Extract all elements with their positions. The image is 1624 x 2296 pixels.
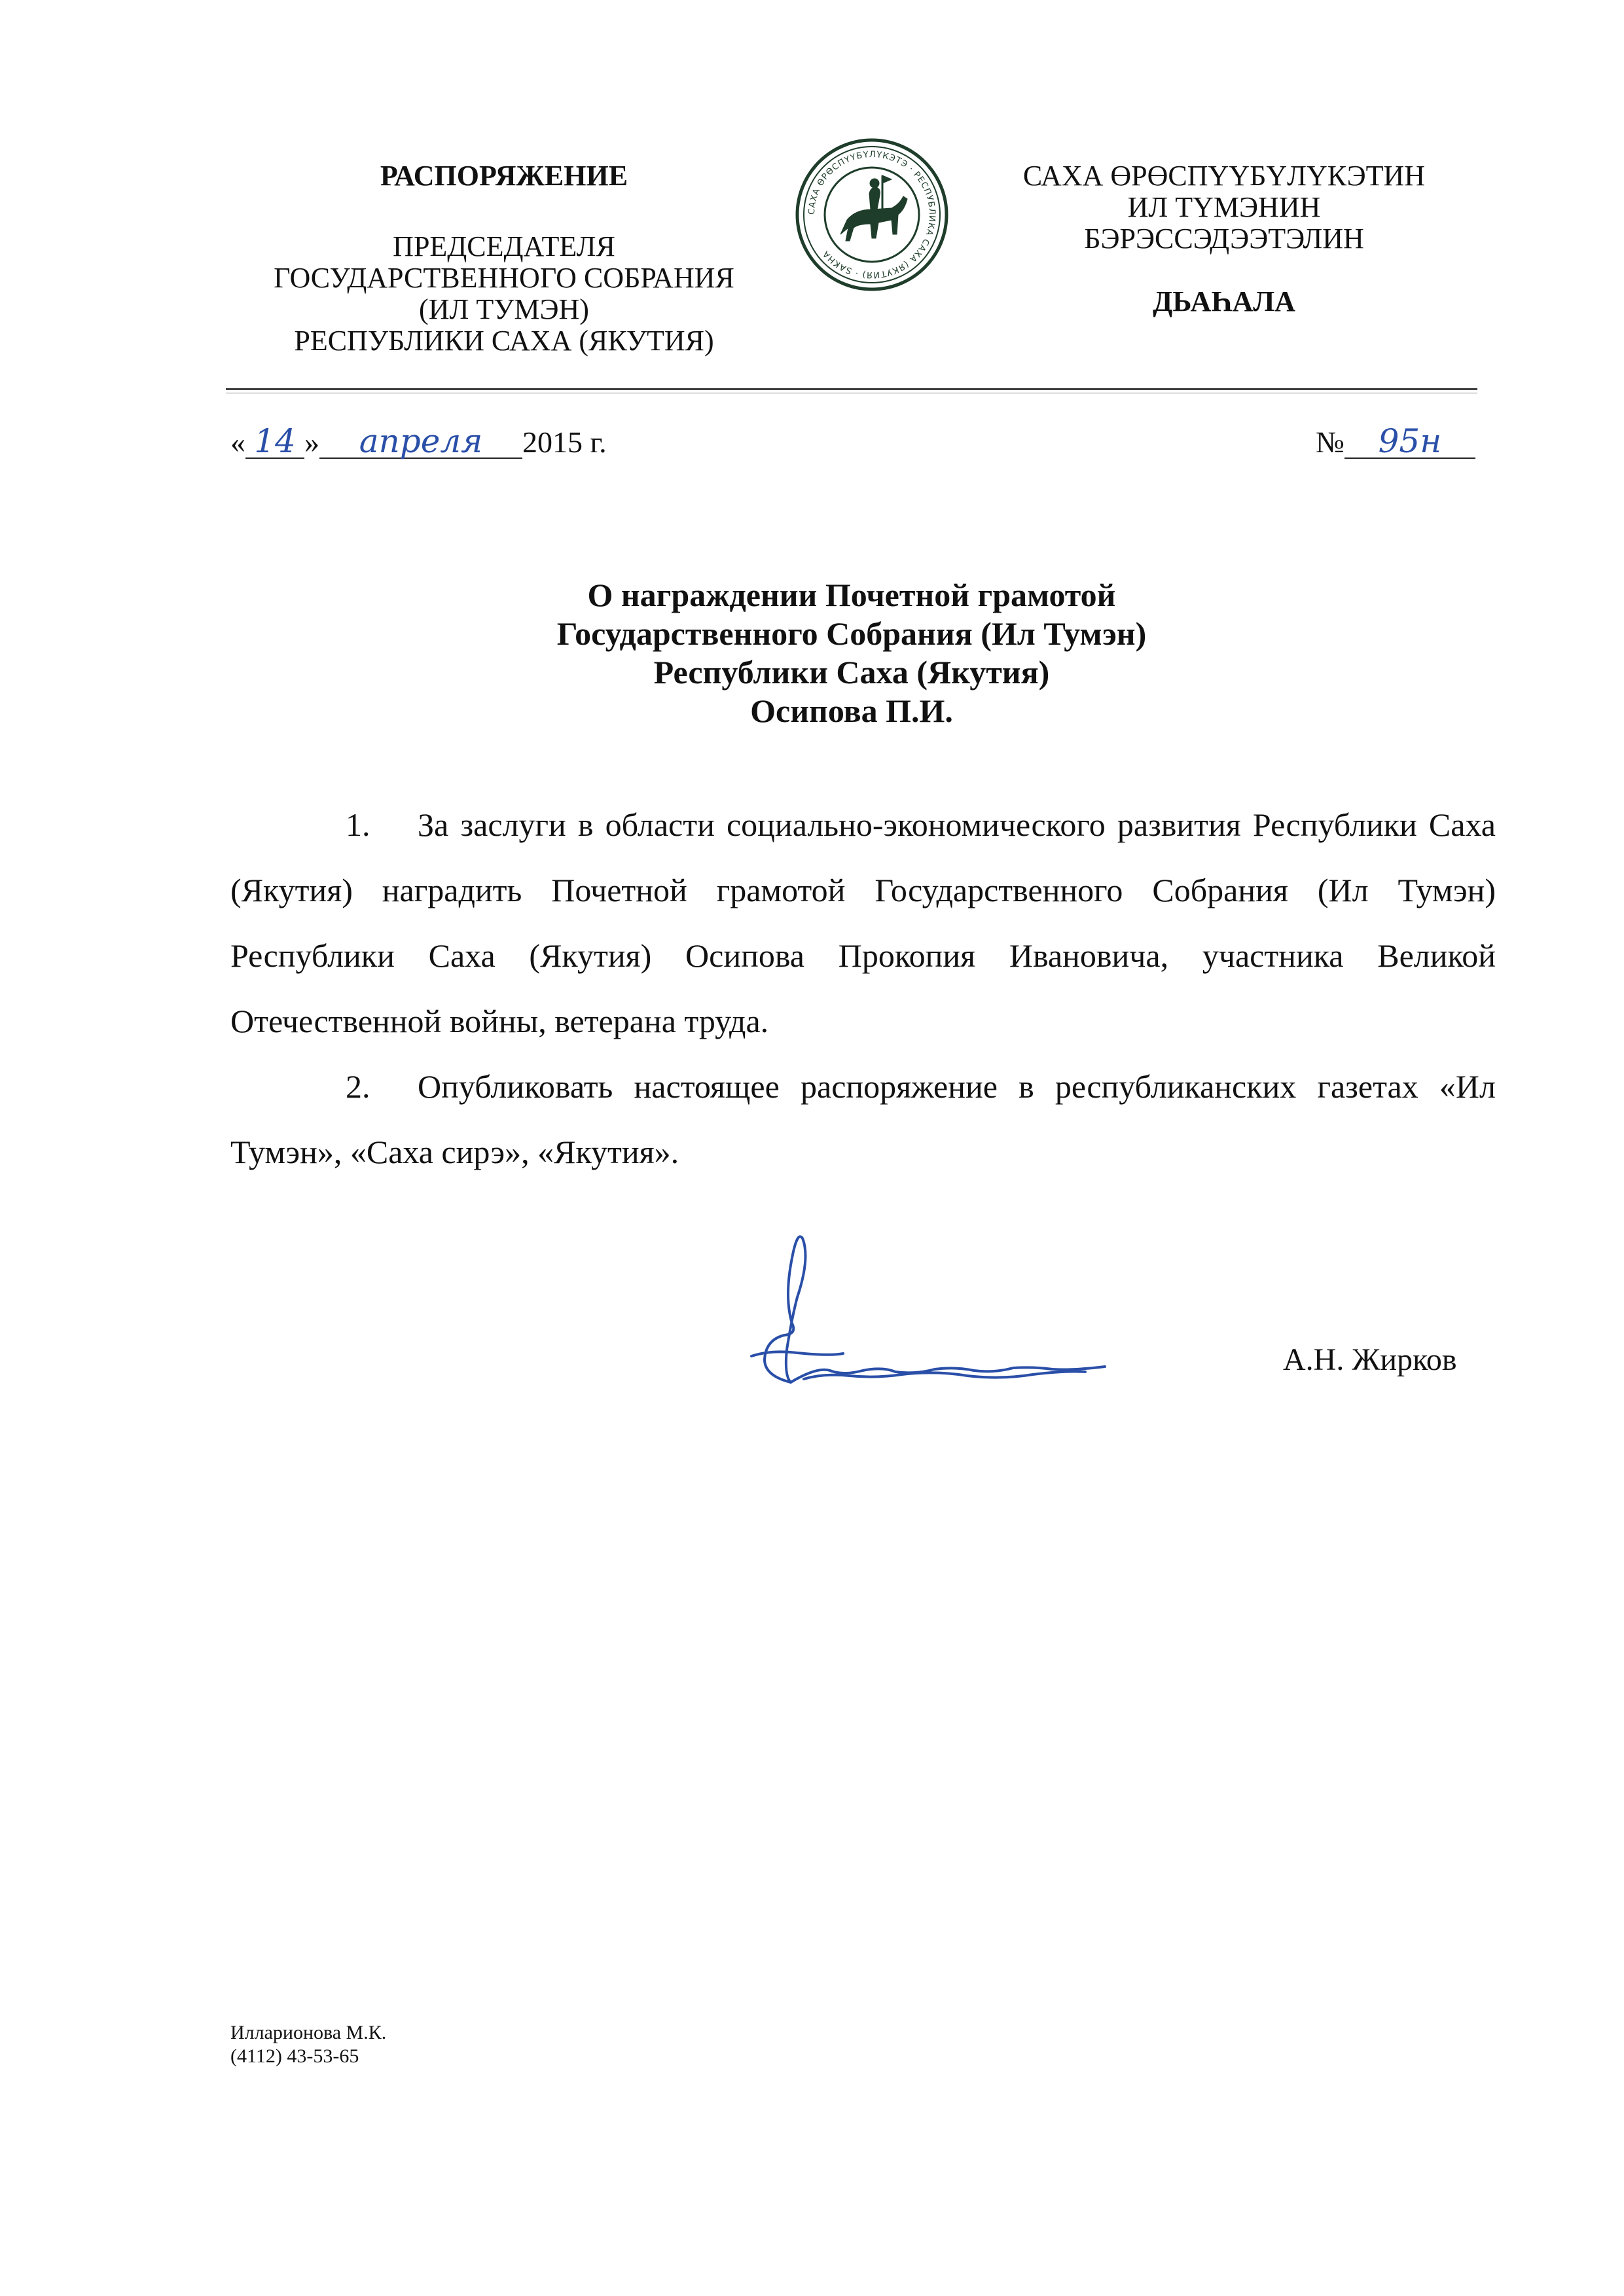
issuer-sakha-line-2: ИЛ ТҮМЭНИН [1127, 191, 1321, 223]
date-day: 14 [245, 425, 304, 459]
doc-type-sakha: ДЬАҺАЛА [1153, 285, 1295, 317]
header-divider [226, 388, 1477, 390]
header-left-block [223, 160, 785, 357]
date-month: апреля [319, 425, 522, 459]
executor-phone: (4112) 43-53-65 [230, 2045, 359, 2067]
document-number-value: 95н [1344, 425, 1475, 459]
body-item-2: 2. Опубликовать настоящее распоряжение в республиканских газетах «Ил Тумэн», «Саха сирэ», «Якутия». [230, 1068, 1496, 1170]
emblem-ring-text: САХА ӨРӨСПҮҮБҮЛҮКЭТЭ · РЕСПУБЛИКА САХА (ЯКУТИЯ) · SAKHA [806, 149, 937, 280]
executor-info [230, 2021, 386, 2068]
date-year: 2015 г. [522, 425, 607, 459]
horseman-icon [840, 175, 907, 241]
date-line: « 14 » апреля 2015 г. [230, 422, 607, 460]
issuer-line-3: (ИЛ ТУМЭН) [419, 293, 589, 325]
issuer-line-1: ПРЕДСЕДАТЕЛЯ [393, 230, 615, 262]
issuer-sakha-line-3: БЭРЭССЭДЭЭТЭЛИН [1084, 223, 1364, 255]
issuer-line-4: РЕСПУБЛИКИ САХА (ЯКУТИЯ) [294, 325, 714, 357]
coat-of-arms-emblem [793, 136, 950, 293]
signer-name: А.Н. Жирков [1283, 1342, 1457, 1377]
document-body [230, 792, 1496, 1185]
handwritten-signature [719, 1219, 1125, 1402]
issuer-sakha-line-1: САХА ӨРӨСПҮҮБҮЛҮКЭТИН [1022, 160, 1426, 192]
doc-type-ru: РАСПОРЯЖЕНИЕ [380, 160, 628, 192]
document-number: № 95н [1316, 424, 1475, 461]
issuer-line-2: ГОСУДАРСТВЕННОГО СОБРАНИЯ [274, 262, 734, 294]
document-title: О награждении Почетной грамотой Государственного Собрания (Ил Тумэн) Республики Саха (Якутия) Осипова П.И. [556, 577, 1147, 729]
body-item-1: 1. За заслуги в области социально-экономического развития Республики Саха (Якутия) наградить Почетной грамотой Государственного Собрания (Ил Тумэн) Республики Саха (Якутия) Осипова Прокопия Ивановича, участника Великой Отечественной войны, ветерана труда. [230, 806, 1496, 1039]
executor-name: Илларионова М.К. [230, 2022, 387, 2043]
header-right-block [975, 160, 1473, 317]
